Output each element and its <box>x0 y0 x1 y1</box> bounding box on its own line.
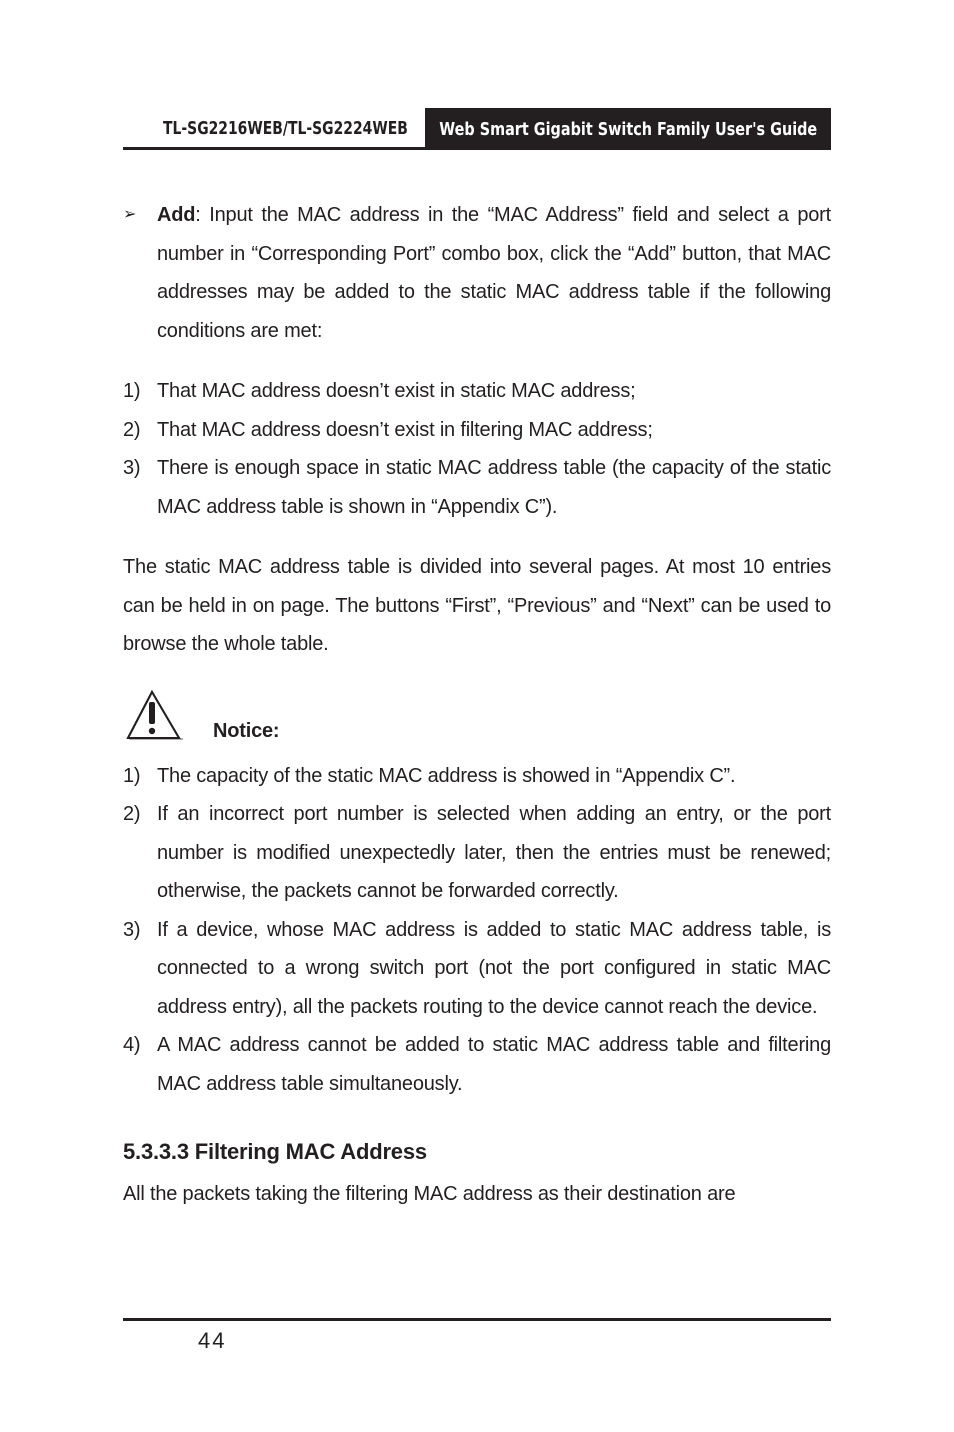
arrow-bullet-icon: ➢ <box>123 206 137 223</box>
section-intro: All the packets taking the filtering MAC address as their destination are <box>123 1183 736 1205</box>
header-guide-title: Web Smart Gigabit Switch Family User's Guide <box>439 118 817 140</box>
notice-label: Notice: <box>213 719 280 742</box>
notice-list <box>123 757 831 1104</box>
list-item <box>123 372 831 411</box>
list-text: If an incorrect port number is selected when adding an entry, or the port number is modified unexpectedly later, then the entries must be renewed; otherwise, the packets cannot be forwarded correctly. <box>157 803 831 902</box>
header-rule <box>123 147 831 150</box>
list-number: 1) <box>123 380 141 402</box>
conditions-list <box>123 372 831 526</box>
page-content <box>123 196 831 1214</box>
list-number: 2) <box>123 418 141 441</box>
add-text: : Input the MAC address in the “MAC Address” field and select a port number in “Corresponding Port” combo box, click the “Add” button, that MAC addresses may be added to the static MAC address table if the following conditions are met: <box>157 204 831 342</box>
list-text: The capacity of the static MAC address is showed in “Appendix C”. <box>157 764 736 787</box>
list-number: 1) <box>123 764 141 787</box>
list-item <box>123 449 831 526</box>
list-number: 4) <box>123 1034 141 1056</box>
list-text: There is enough space in static MAC address table (the capacity of the static MAC address table is shown in “Appendix C”). <box>157 457 831 518</box>
list-text: That MAC address doesn’t exist in static MAC address; <box>157 380 636 402</box>
list-number: 2) <box>123 803 141 825</box>
list-item <box>123 1026 831 1103</box>
list-item <box>123 911 831 1027</box>
section-heading: 5.3.3.3 Filtering MAC Address <box>123 1139 427 1164</box>
warning-exclamation-icon <box>125 690 187 742</box>
list-text: A MAC address cannot be added to static MAC address table and filtering MAC address table simultaneously. <box>157 1034 831 1095</box>
notice-header <box>123 690 831 757</box>
list-number: 3) <box>123 457 141 479</box>
list-item <box>123 411 831 450</box>
list-text: If a device, whose MAC address is added to static MAC address table, is connected to a wrong switch port (not the port configured in static MAC address entry), all the packets routing to the device cannot reach the device. <box>157 918 831 1018</box>
list-item <box>123 795 831 911</box>
paging-paragraph: The static MAC address table is divided into several pages. At most 10 entries can be held in on page. The buttons “First”, “Previous” and “Next” can be used to browse the whole table. <box>123 556 831 655</box>
page-header <box>123 108 831 150</box>
add-term: Add <box>157 204 196 226</box>
header-guide-title-box <box>425 108 831 150</box>
list-number: 3) <box>123 918 141 941</box>
list-item <box>123 757 831 796</box>
page-number: 44 <box>198 1328 227 1353</box>
header-model-name: TL-SG2216WEB/TL-SG2224WEB <box>163 118 408 139</box>
list-text: That MAC address doesn’t exist in filtering MAC address; <box>157 418 653 441</box>
add-description <box>123 196 831 350</box>
footer-rule <box>123 1318 831 1321</box>
